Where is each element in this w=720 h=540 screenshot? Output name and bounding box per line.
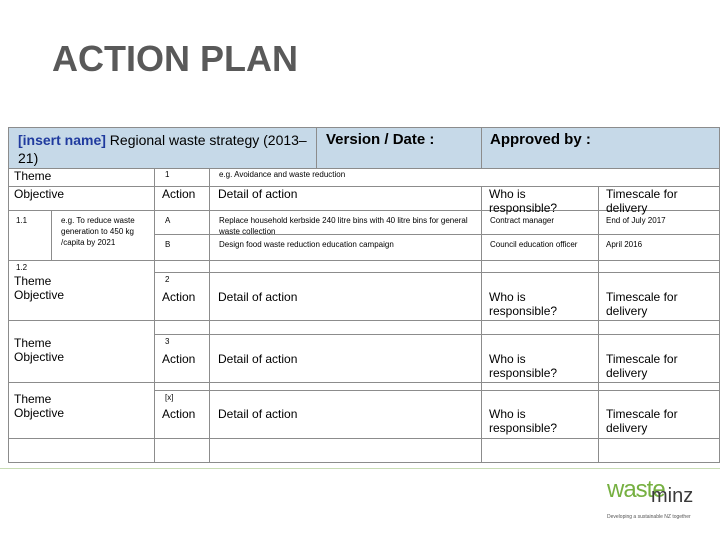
action-label: Action [162,352,196,366]
col-divider [209,168,210,462]
action-letter: A [165,216,171,225]
action-timescale: April 2016 [606,240,643,249]
footer-divider [0,468,720,469]
action-letter: B [165,240,171,249]
timescale-label: Timescale for delivery [606,352,678,380]
action-plan-table [8,127,720,463]
theme-label: Theme [14,274,52,288]
theme-number: [x] [165,393,174,402]
row-divider [154,390,719,391]
theme-description: e.g. Avoidance and waste reduction [219,170,346,179]
version-date-label: Version / Date : [317,128,482,168]
who-responsible-label: Who is responsible? [489,290,558,318]
row-divider [9,320,719,321]
row-divider [154,334,719,335]
who-responsible-label: Who is responsible? [489,407,558,435]
theme-number: 2 [165,275,170,284]
action-detail: Replace household kerbside 240 litre bins with 40 litre bins for general waste collection [219,216,468,236]
row-divider [9,260,719,261]
objective-text: e.g. To reduce waste generation to 450 kg /capita by 2021 [61,216,135,247]
col-divider [51,210,52,260]
approved-by-label: Approved by : [490,131,591,148]
strategy-title: Regional waste strategy (2013–21) [18,132,307,166]
theme-label: Theme [14,392,52,406]
who-responsible-label: Who is responsible? [489,352,558,380]
action-timescale: End of July 2017 [606,216,666,225]
row-divider [9,382,719,383]
timescale-label: Timescale for delivery [606,187,678,215]
strategy-name-cell [9,128,317,168]
action-label: Action [162,407,196,421]
logo-word-waste: waste [607,476,665,503]
detail-label: Detail of action [218,407,298,421]
row-divider [154,272,719,273]
action-responsible: Council education officer [490,240,578,249]
col-divider [481,186,482,462]
theme-number: 3 [165,337,170,346]
logo-word-minz: minz [651,485,694,507]
action-responsible: Contract manager [490,216,555,225]
table-header [9,128,719,169]
theme-number: 1 [165,170,170,179]
row-divider [9,438,719,439]
objective-label: Objective [14,288,65,302]
detail-label: Detail of action [218,187,298,201]
timescale-label: Timescale for delivery [606,290,678,318]
page-title: ACTION PLAN [52,38,298,79]
theme-label: Theme [14,336,52,350]
wasteminz-logo [607,476,707,524]
action-detail: Design food waste reduction education campaign [219,240,394,249]
logo-tagline: Developing a sustainable NZ together [607,514,691,520]
objective-label: Objective [14,187,65,201]
action-label: Action [162,187,196,201]
col-divider [598,186,599,462]
detail-label: Detail of action [218,290,298,304]
insert-name-placeholder: [insert name] [18,132,106,148]
theme-label: Theme [14,169,52,183]
who-responsible-label: Who is responsible? [489,187,558,215]
objective-number: 1.1 [16,216,28,225]
detail-label: Detail of action [218,352,298,366]
action-label: Action [162,290,196,304]
objective-label: Objective [14,350,65,364]
objective-label: Objective [14,406,65,420]
col-divider [154,168,155,462]
objective-number: 1.2 [16,263,28,272]
timescale-label: Timescale for delivery [606,407,678,435]
